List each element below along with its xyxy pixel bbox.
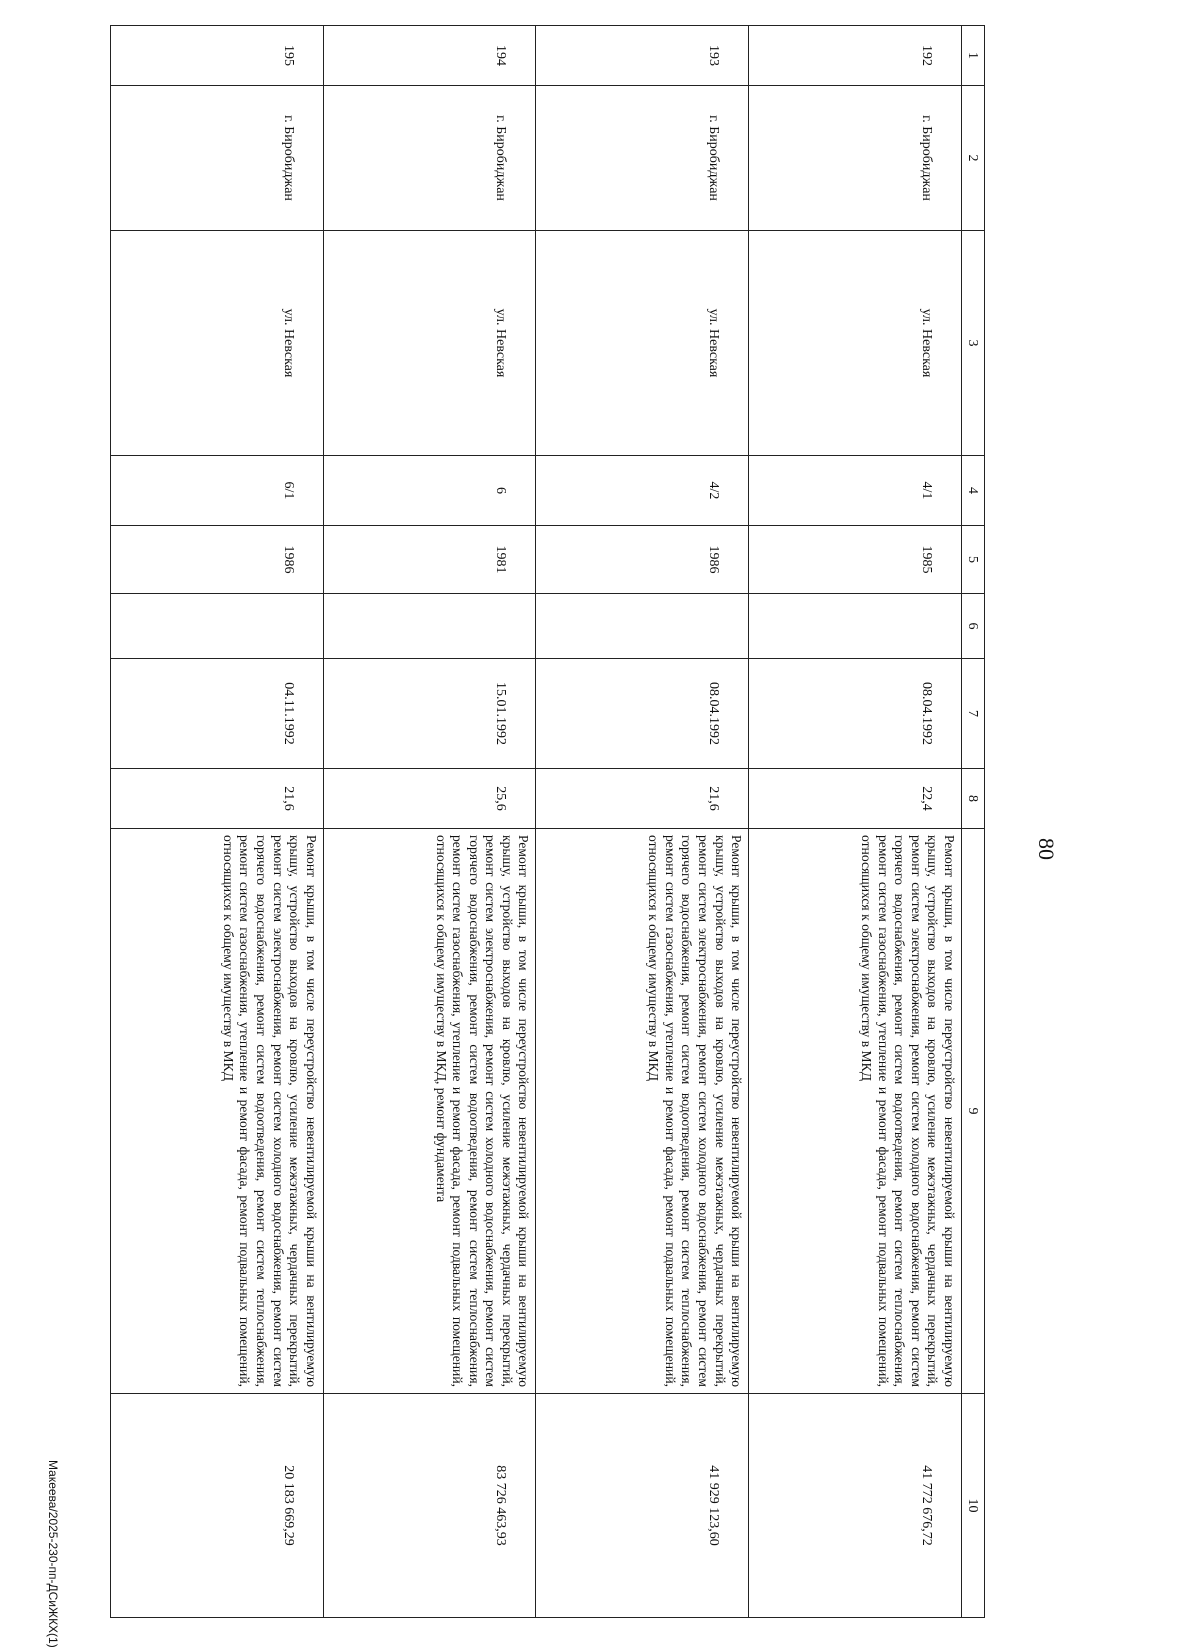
table-row: [749, 26, 962, 1618]
house-cell: 6/1: [111, 456, 324, 526]
works-cell: Ремонт крыши, в том числе переустройство невентилируемой крыши на вентилируемую крышу, устройство выходов на кровлю, усиление межэтажных, чердачных перекрытий, ремонт систем электроснабжения, ремонт систем холодного водоснабжения, ремонт систем горячего водоснабжения, ремонт систем водоотведения, ремонт систем теплоснабжения, ремонт систем газоснабжения, утепление и ремонт фасада, ремонт подвальных помещений, относящихся к общему имуществу в МКД: [749, 829, 962, 1394]
header-cell-5: 5: [962, 526, 985, 594]
row-number: 194: [323, 26, 536, 86]
row-number: 192: [749, 26, 962, 86]
date-cell: 08.04.1992: [749, 659, 962, 769]
header-cell-7: 7: [962, 659, 985, 769]
street-cell: ул. Невская: [111, 231, 324, 456]
works-cell: Ремонт крыши, в том числе переустройство невентилируемой крыши на вентилируемую крышу, устройство выходов на кровлю, усиление межэтажных, чердачных перекрытий, ремонт систем электроснабжения, ремонт систем холодного водоснабжения, ремонт систем горячего водоснабжения, ремонт систем водоотведения, ремонт систем теплоснабжения, ремонт систем газоснабжения, утепление и ремонт фасада, ремонт подвальных помещений, относящихся к общему имуществу в МКД: [536, 829, 749, 1394]
header-cell-4: 4: [962, 456, 985, 526]
cost-cell: 41 772 676,72: [749, 1394, 962, 1618]
header-cell-9: 9: [962, 829, 985, 1394]
document-footer-code: Макеева/2025-230-пп-ДСиЖКХ(1): [46, 1460, 60, 1648]
street-cell: ул. Невская: [536, 231, 749, 456]
wear-cell: 21,6: [536, 769, 749, 829]
city-cell: г. Биробиджан: [111, 86, 324, 231]
capital-repair-table: [110, 25, 985, 1618]
year-cell: 1985: [749, 526, 962, 594]
wear-cell: 25,6: [323, 769, 536, 829]
date-cell: 04.11.1992: [111, 659, 324, 769]
street-cell: ул. Невская: [323, 231, 536, 456]
header-cell-10: 10: [962, 1394, 985, 1618]
header-cell-6: 6: [962, 594, 985, 659]
header-row: [962, 26, 985, 1618]
date-cell: 15.01.1992: [323, 659, 536, 769]
col6-cell: [749, 594, 962, 659]
works-cell: Ремонт крыши, в том числе переустройство невентилируемой крыши на вентилируемую крышу, устройство выходов на кровлю, усиление межэтажных, чердачных перекрытий, ремонт систем электроснабжения, ремонт систем холодного водоснабжения, ремонт систем горячего водоснабжения, ремонт систем водоотведения, ремонт систем теплоснабжения, ремонт систем газоснабжения, утепление и ремонт фасада, ремонт подвальных помещений, относящихся к общему имуществу в МКД: [111, 829, 324, 1394]
table-row: [323, 26, 536, 1618]
city-cell: г. Биробиджан: [749, 86, 962, 231]
cost-cell: 41 929 123,60: [536, 1394, 749, 1618]
header-cell-8: 8: [962, 769, 985, 829]
cost-cell: 20 183 669,29: [111, 1394, 324, 1618]
city-cell: г. Биробиджан: [536, 86, 749, 231]
table-row: [111, 26, 324, 1618]
year-cell: 1986: [111, 526, 324, 594]
header-cell-2: 2: [962, 86, 985, 231]
house-cell: 4/2: [536, 456, 749, 526]
col6-cell: [323, 594, 536, 659]
header-cell-3: 3: [962, 231, 985, 456]
year-cell: 1986: [536, 526, 749, 594]
street-cell: ул. Невская: [749, 231, 962, 456]
works-cell: Ремонт крыши, в том числе переустройство невентилируемой крыши на вентилируемую крышу, устройство выходов на кровлю, усиление межэтажных, чердачных перекрытий, ремонт систем электроснабжения, ремонт систем холодного водоснабжения, ремонт систем горячего водоснабжения, ремонт систем водоотведения, ремонт систем теплоснабжения, ремонт систем газоснабжения, утепление и ремонт фасада, ремонт подвальных помещений, относящихся к общему имуществу в МКД, ремонт фундамента: [323, 829, 536, 1394]
col6-cell: [536, 594, 749, 659]
col6-cell: [111, 594, 324, 659]
capital-repair-table-container: [110, 25, 985, 1617]
page-number: 80: [1034, 838, 1059, 860]
city-cell: г. Биробиджан: [323, 86, 536, 231]
header-cell-1: 1: [962, 26, 985, 86]
date-cell: 08.04.1992: [536, 659, 749, 769]
wear-cell: 22,4: [749, 769, 962, 829]
house-cell: 4/1: [749, 456, 962, 526]
table-row: [536, 26, 749, 1618]
year-cell: 1981: [323, 526, 536, 594]
wear-cell: 21,6: [111, 769, 324, 829]
row-number: 193: [536, 26, 749, 86]
cost-cell: 83 726 463,93: [323, 1394, 536, 1618]
house-cell: 6: [323, 456, 536, 526]
row-number: 195: [111, 26, 324, 86]
